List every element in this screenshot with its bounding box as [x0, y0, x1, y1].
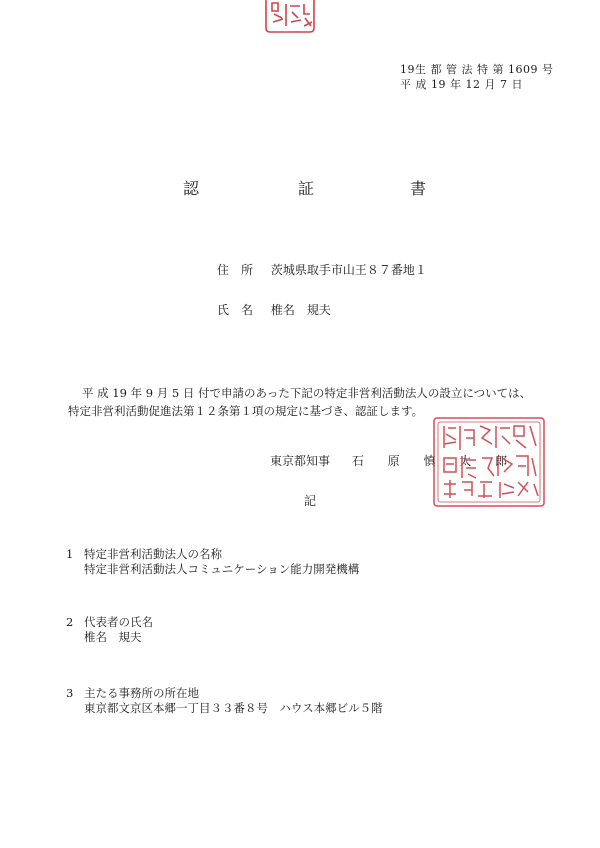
issuer-title: 東京都知事 — [270, 454, 331, 468]
item-number: 3 — [66, 686, 74, 700]
applicant-name — [217, 301, 331, 318]
item-number: 1 — [66, 547, 74, 561]
item-value: 特定非営利活動法人コミュニケーション能力開発機構 — [84, 562, 360, 576]
address-label: 住 所 — [217, 263, 254, 277]
top-seal-stamp — [264, 0, 316, 38]
item-number: 2 — [66, 615, 74, 629]
issuer-name: 石 原 慎 太 郎 — [351, 454, 518, 468]
name-value: 椎名 規夫 — [270, 303, 331, 317]
applicant-address — [217, 261, 427, 278]
statement-line-2: 特定非営利活動促進法第１２条第１項の規定に基づき、認証します。 — [68, 404, 424, 418]
document-header — [400, 62, 553, 92]
item-label: 代表者の氏名 — [84, 615, 153, 629]
address-value: 茨城県取手市山王８７番地１ — [270, 263, 427, 277]
title-char-2: 証 — [298, 179, 315, 198]
title-char-3: 書 — [410, 179, 427, 198]
document-number: 19生 都 管 法 特 第 1609 号 — [400, 63, 554, 76]
official-seal-stamp — [430, 414, 548, 514]
list-item — [66, 615, 153, 645]
statement-line-1: 平 成 19 年 9 月 5 日 付で申請のあった下記の特定非営利活動法人の設立については、 — [82, 386, 532, 400]
list-item — [66, 686, 383, 716]
issue-date: 平 成 19 年 12 月 7 日 — [400, 78, 523, 91]
item-value: 椎名 規夫 — [84, 630, 142, 644]
name-label: 氏 名 — [217, 303, 254, 317]
item-value: 東京都文京区本郷一丁目３３番８号 ハウス本郷ビル５階 — [84, 701, 383, 715]
item-label: 特定非営利活動法人の名称 — [84, 547, 222, 561]
title-char-1: 認 — [183, 179, 200, 198]
ki-heading: 記 — [304, 494, 317, 508]
item-label: 主たる事務所の所在地 — [84, 686, 199, 700]
list-item — [66, 547, 359, 577]
